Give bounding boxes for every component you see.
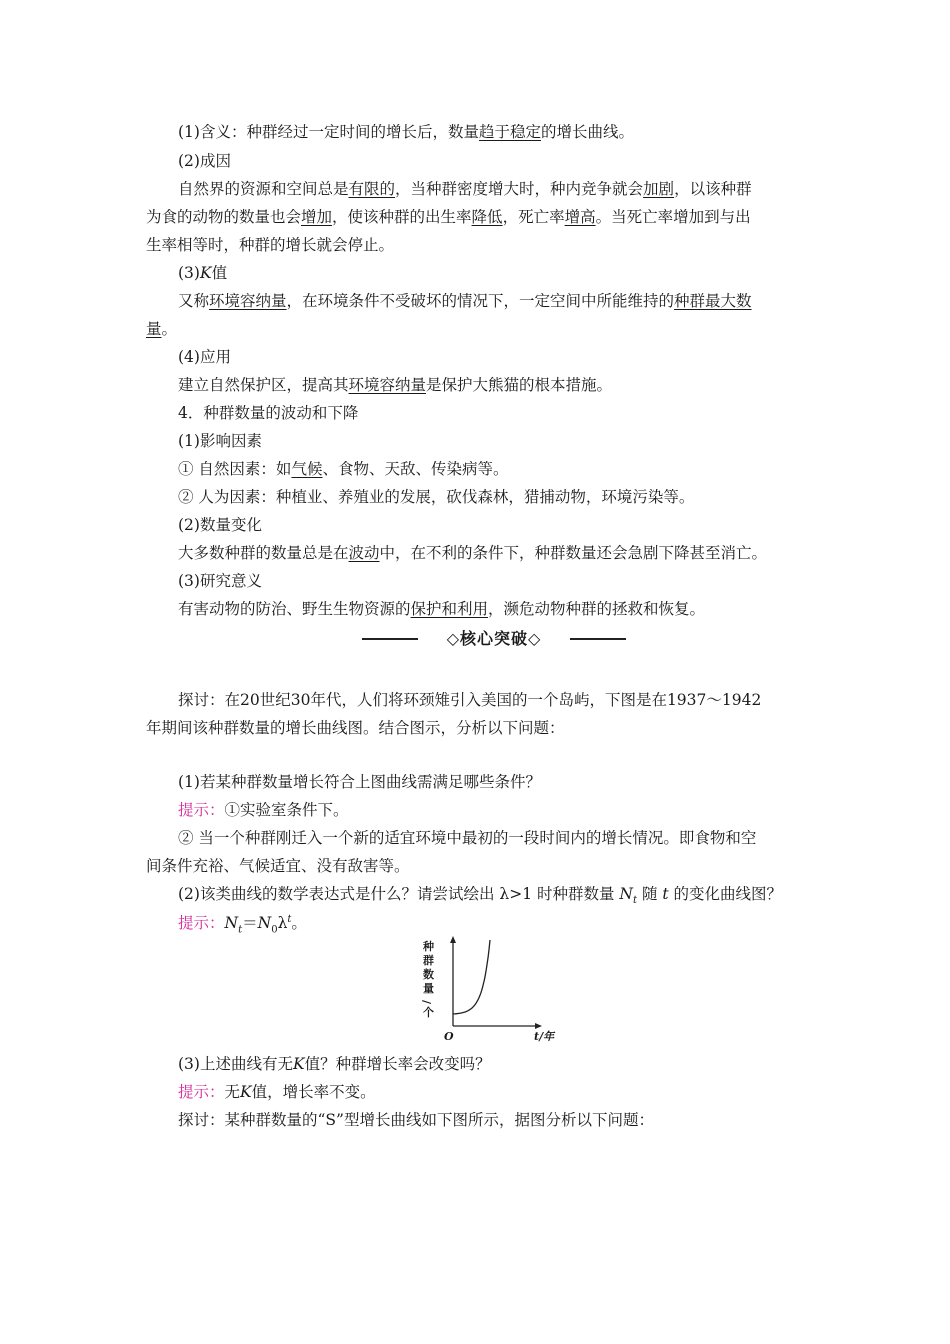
- x-axis-arrow: [535, 1023, 542, 1029]
- line-meaning: (1)含义：种群经过一定时间的增长后，数量趋于稳定的增长曲线。: [178, 123, 634, 141]
- answer-3: 提示：无K值，增长率不变。: [178, 1083, 376, 1101]
- section-4-heading: 4．种群数量的波动和下降: [178, 404, 359, 422]
- y-axis-label-char: 群: [423, 954, 434, 967]
- heading-application: (4)应用: [178, 348, 231, 366]
- banner-title: ◇核心突破◇: [446, 629, 542, 648]
- line-discussion-s-curve: 探讨：某种群数量的“S”型增长曲线如下图所示，据图分析以下问题：: [178, 1111, 654, 1129]
- answer-1-b: ② 当一个种群刚迁入一个新的适宜环境中最初的一段时间内的增长情况。即食物和空: [178, 829, 757, 847]
- origin-label: O: [444, 1030, 454, 1043]
- answer-1-a: 提示：①实验室条件下。: [178, 801, 349, 819]
- line-discussion-2: 年期间该种群数量的增长曲线图。结合图示，分析以下问题：: [146, 719, 565, 737]
- question-2: (2)该类曲线的数学表达式是什么？请尝试绘出 λ>1 时种群数量 $N_t$ 随 t 的变化曲线图？: [178, 885, 783, 907]
- banner-rule-right: [570, 638, 626, 640]
- line-significance: 有害动物的防治、野生生物资源的保护和利用，濒危动物种群的拯救和恢复。: [178, 600, 706, 618]
- heading-k-value: (3)K值: [178, 264, 228, 282]
- line-natural-factors: ① 自然因素：如气候、食物、天敌、传染病等。: [178, 460, 509, 478]
- heading-change: (2)数量变化: [178, 516, 262, 534]
- y-axis-label-char: /: [420, 1000, 433, 1005]
- y-axis-label-char: 数: [423, 968, 434, 981]
- y-axis-arrow: [450, 936, 456, 943]
- line-change: 大多数种群的数量总是在波动中，在不利的条件下，种群数量还会急剧下降甚至消亡。: [178, 544, 768, 562]
- y-axis-label-char: 种: [423, 940, 434, 953]
- line-k-1: 又称环境容纳量，在环境条件不受破坏的情况下，一定空间中所能维持的种群最大数: [178, 292, 752, 310]
- line-k-2: 量。: [146, 320, 178, 338]
- y-axis-label-char: 量: [423, 982, 434, 995]
- x-axis-label: t/年: [534, 1030, 555, 1043]
- heading-factors: (1)影响因素: [178, 432, 262, 450]
- line-human-factors: ② 人为因素：种植业、养殖业的发展，砍伐森林，猎捕动物，环境污染等。: [178, 488, 695, 506]
- question-1: (1)若某种群数量增长符合上图曲线需满足哪些条件？: [178, 773, 541, 791]
- y-axis-label: [420, 939, 434, 1019]
- hint-label: 提示：: [178, 1083, 225, 1101]
- growth-curve: [453, 940, 490, 1014]
- heading-significance: (3)研究意义: [178, 572, 262, 590]
- answer-1-c: 间条件充裕、气候适宜、没有敌害等。: [146, 857, 410, 875]
- line-cause-1: 自然界的资源和空间总是有限的，当种群密度增大时，种内竞争就会加剧，以该种群: [178, 180, 752, 198]
- section-banner: [362, 626, 626, 652]
- line-cause-3: 生率相等时，种群的增长就会停止。: [146, 236, 395, 254]
- line-application: 建立自然保护区，提高其环境容纳量是保护大熊猫的根本措施。: [178, 376, 613, 394]
- heading-cause: (2)成因: [178, 152, 231, 170]
- y-axis-label-char: 个: [423, 1006, 434, 1019]
- line-cause-2: 为食的动物的数量也会增加，使该种群的出生率降低，死亡率增高。当死亡率增加到与出: [146, 208, 751, 226]
- hint-label: 提示：: [178, 914, 225, 933]
- j-curve-chart: [420, 934, 560, 1046]
- banner-rule-left: [362, 638, 418, 640]
- answer-2: 提示：$N_t=N_0\lambda^t$。: [178, 914, 307, 936]
- hint-label: 提示：: [178, 801, 225, 819]
- question-3: (3)上述曲线有无K值？种群增长率会改变吗？: [178, 1055, 491, 1073]
- line-discussion-1: 探讨：在20世纪30年代，人们将环颈雉引入美国的一个岛屿，下图是在1937～1942: [178, 691, 762, 709]
